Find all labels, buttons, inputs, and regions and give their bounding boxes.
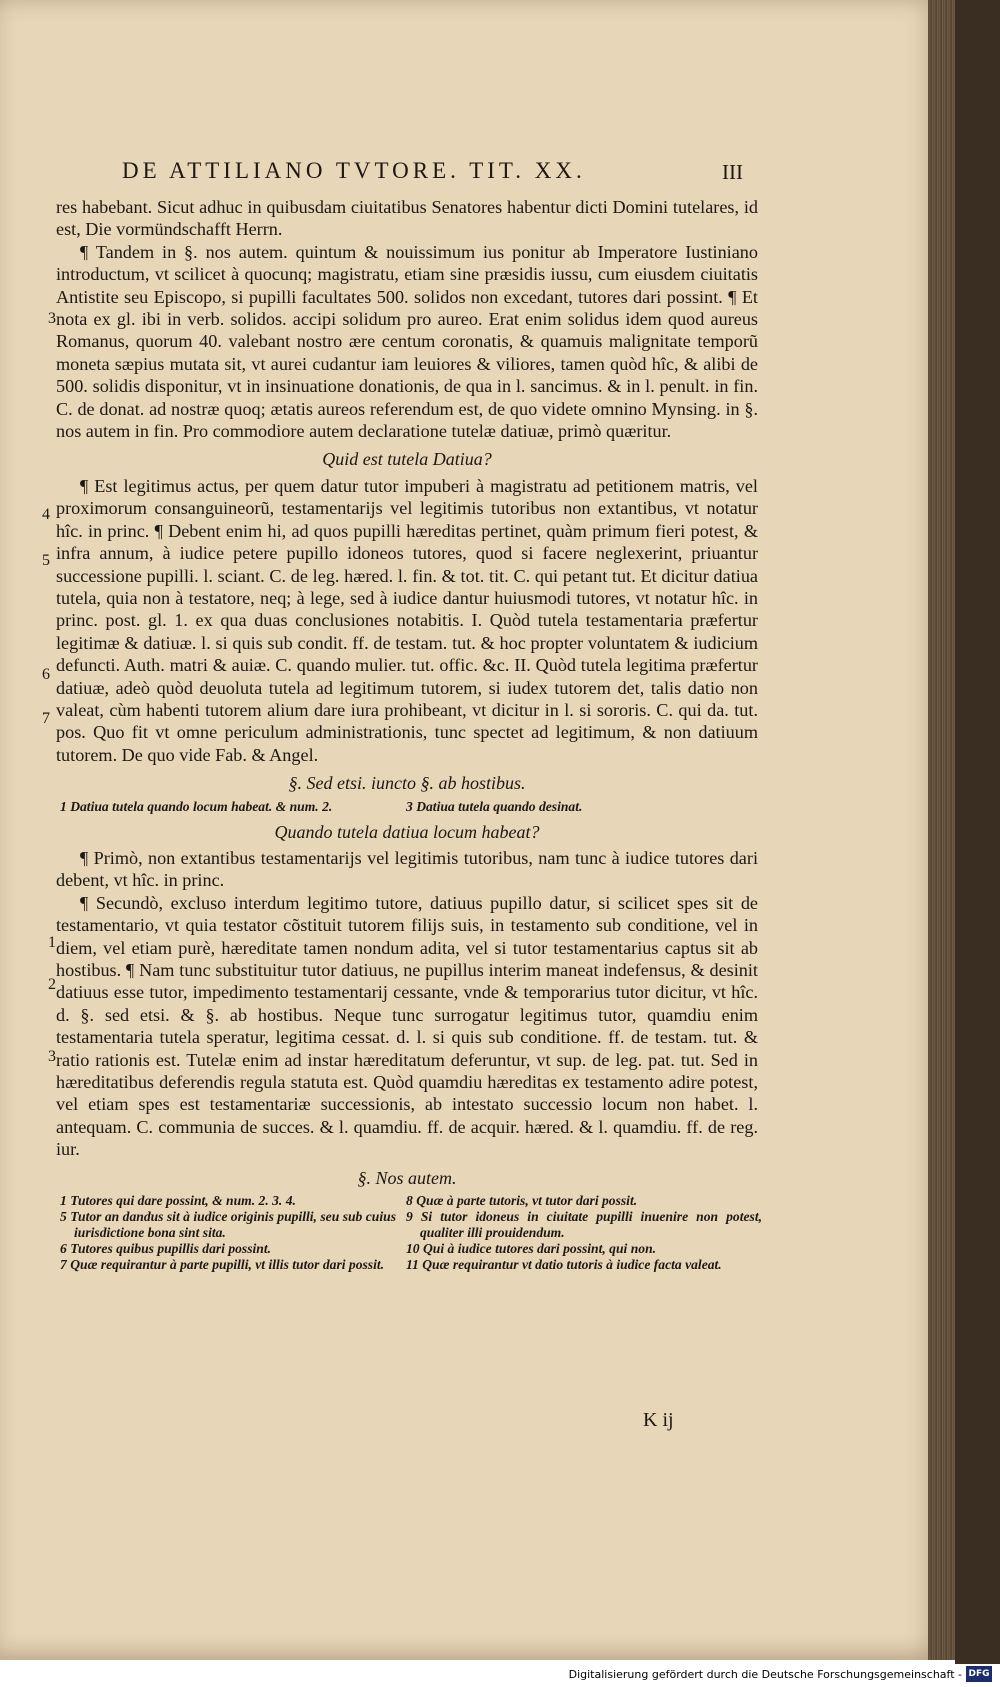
index-entry: 5 Tutor an dandus sit à iudice originis pupilli, seu sub cuius iurisdictione bona sint sita. xyxy=(60,1209,396,1241)
index-entry: 1 Tutores qui dare possint, & num. 2. 3. 4. xyxy=(60,1193,296,1209)
paragraph: ¶ Primò, non extantibus testamentarijs vel legitimis tutoribus, nam tunc à iudice tutores dari debent, vt hîc. in princ. xyxy=(56,847,758,891)
margin-number: 4 xyxy=(42,506,50,523)
paragraph: ¶ Secundò, excluso interdum legitimo tutore, datiuus pupillo datur, si scilicet spes sit de testamentario, vt quia testator cõstituit tutorem filijs suis, in testamento sub conditione, vel in diem, vel etiam purè, hæreditate tamen nondum adita, vel si tutor testamentarius captus sit ab hostibus. ¶ Nam tunc substituitur tutor datiuus, ne pupillus interim maneat indefensus, & desinit datiuus esse tutor, impedimento testamentarij cessante, vnde & temporarius tutor dicitur, vt hîc. d. §. sed etsi. & §. ab hostibus. Neque tunc surrogatur legitimus tutor, quamdiu enim testamentaria tutela speratur, legitima cessat. d. l. si quis sub conditione. ff. de testam. tut. & ratio rationis est. Tutelæ enim ad instar hæreditatum deferuntur, vt sup. de leg. pat. tut. Sed in hæreditatibus deferendis regula statuta est. Quòd quamdiu hæreditas ex testamento adire potest, vel etiam spes est testamentariæ successionis, ab intestato successio locum non habet. l. antequam. C. communia de succes. & l. quamdiu. ff. de acquir. hæred. & l. quamdiu. ff. de reg. iur. xyxy=(56,892,758,1160)
index-entry: 11 Quæ requirantur vt datio tutoris à iudice facta valeat. xyxy=(406,1257,722,1273)
folio-number: III xyxy=(722,160,743,184)
margin-number: 1 xyxy=(48,934,56,951)
page-edge-shadow xyxy=(955,0,1000,1665)
paragraph: ¶ Tandem in §. nos autem. quintum & nouissimum ius ponitur ab Imperatore Iustiniano introductum, vt scilicet à quocunq; magistratu, etiam sine præsidis iussu, cum eiusdem ciuitatis Antistite seu Episcopo, si pupilli facultates 500. solidos non excedant, tutores dari possint. ¶ Et nota ex gl. ibi in verb. solidos. accipi solidum pro aureo. Erat enim solidus idem quod aureus Romanus, quorum 40. valebant nostro ære centum coronatis, & quamuis malignitate temporũ moneta sæpius mutata sit, vt aurei cudantur iam leuiores & viliores, tamen quòd hîc, & alibi de 500. solidis disponitur, vt in insinuatione donationis, de qua in l. sancimus. & in l. penult. in fin. C. de donat. ad nostræ quoq; ætatis aureos referendum est, de quo videte omnino Mynsing. in §. nos autem in fin. Pro commodiore autem declaratione tutelæ datiuæ, primò quæritur. xyxy=(56,241,758,442)
margin-number: 3 xyxy=(48,1048,56,1065)
section-heading: Quando tutela datiua locum habeat? xyxy=(274,821,540,842)
index-entry: 3 Datiua tutela quando desinat. xyxy=(406,798,583,814)
index-entry: 7 Quæ requirantur à parte pupilli, vt illis tutor dari possit. xyxy=(60,1257,385,1273)
dfg-logo: DFG xyxy=(966,1666,992,1682)
section-heading: Quid est tutela Datiua? xyxy=(322,449,492,470)
section-heading: §. Nos autem. xyxy=(357,1167,457,1188)
margin-number: 6 xyxy=(42,666,50,683)
margin-number: 7 xyxy=(42,710,50,727)
paragraph: ¶ Est legitimus actus, per quem datur tutor impuberi à magistratu ad petitionem matris, vel proximorum consanguineorũ, testamentarijs vel legitimis tutoribus non extantibus, vt notatur hîc. in princ. ¶ Debent enim hi, ad quos pupilli hæreditas pertinet, quàm primum fieri potest, & infra annum, à iudice petere pupillo idoneos tutores, quod si facere neglexerint, priuantur successione pupilli. l. sciant. C. de leg. hæred. l. fin. & tot. tit. C. qui petant tut. Et dicitur datiua tutela, quia non à testatore, neq; à lege, sed à iudice dantur huiusmodi tutores, vt notatur hîc. in princ. post. gl. 1. ex qua duas conclusiones notabitis. I. Quòd tutela testamentaria præfertur legitimæ & datiuæ. l. si quis sub condit. ff. de testam. tut. & hoc propter voluntatem & iudicium defuncti. Auth. matri & auiæ. C. quando mulier. tut. offic. &c. II. Quòd tutela legitima præfertur datiuæ, adeò quòd deuoluta tutela ad legitimum tutorem, si iudex tutorem det, talis datio non valeat, cùm habenti tutorem alium dare iura prohibeant, vt dicitur in l. si sororis. C. qui da. tut. pos. Quo fit vt omne periculum administrationis, tunc spectet ad legitimum, & non datiuum tutorem. De quo vide Fab. & Angel. xyxy=(56,475,758,765)
index-entry: 1 Datiua tutela quando locum habeat. & num. 2. xyxy=(60,798,333,814)
index-entry: 9 Si tutor idoneus in ciuitate pupilli inuenire non potest, qualiter illi prouidendum. xyxy=(406,1209,762,1241)
signature-mark: K ij xyxy=(643,1409,674,1431)
footer-credit: Digitalisierung gefördert durch die Deutsche Forschungsgemeinschaft - xyxy=(568,1668,962,1681)
paragraph: res habebant. Sicut adhuc in quibusdam ciuitatibus Senatores habentur dicti Domini tutelares, id est, Die vormündschafft Herrn. xyxy=(56,197,758,240)
section-heading: §. Sed etsi. iuncto §. ab hostibus. xyxy=(288,773,526,794)
index-entry: 6 Tutores quibus pupillis dari possint. xyxy=(60,1241,272,1257)
body-text xyxy=(56,196,762,1277)
summary-index xyxy=(56,799,758,815)
index-entry: 8 Quæ à parte tutoris, vt tutor dari possit. xyxy=(406,1193,638,1209)
index-entry: 10 Qui à iudice tutores dari possint, qui non. xyxy=(406,1241,657,1257)
margin-number: 5 xyxy=(42,552,50,569)
summary-index xyxy=(56,1193,762,1273)
running-title: DE ATTILIANO TVTORE. TIT. XX. xyxy=(122,158,586,183)
margin-number: 3 xyxy=(48,310,56,327)
margin-number: 2 xyxy=(48,976,56,993)
